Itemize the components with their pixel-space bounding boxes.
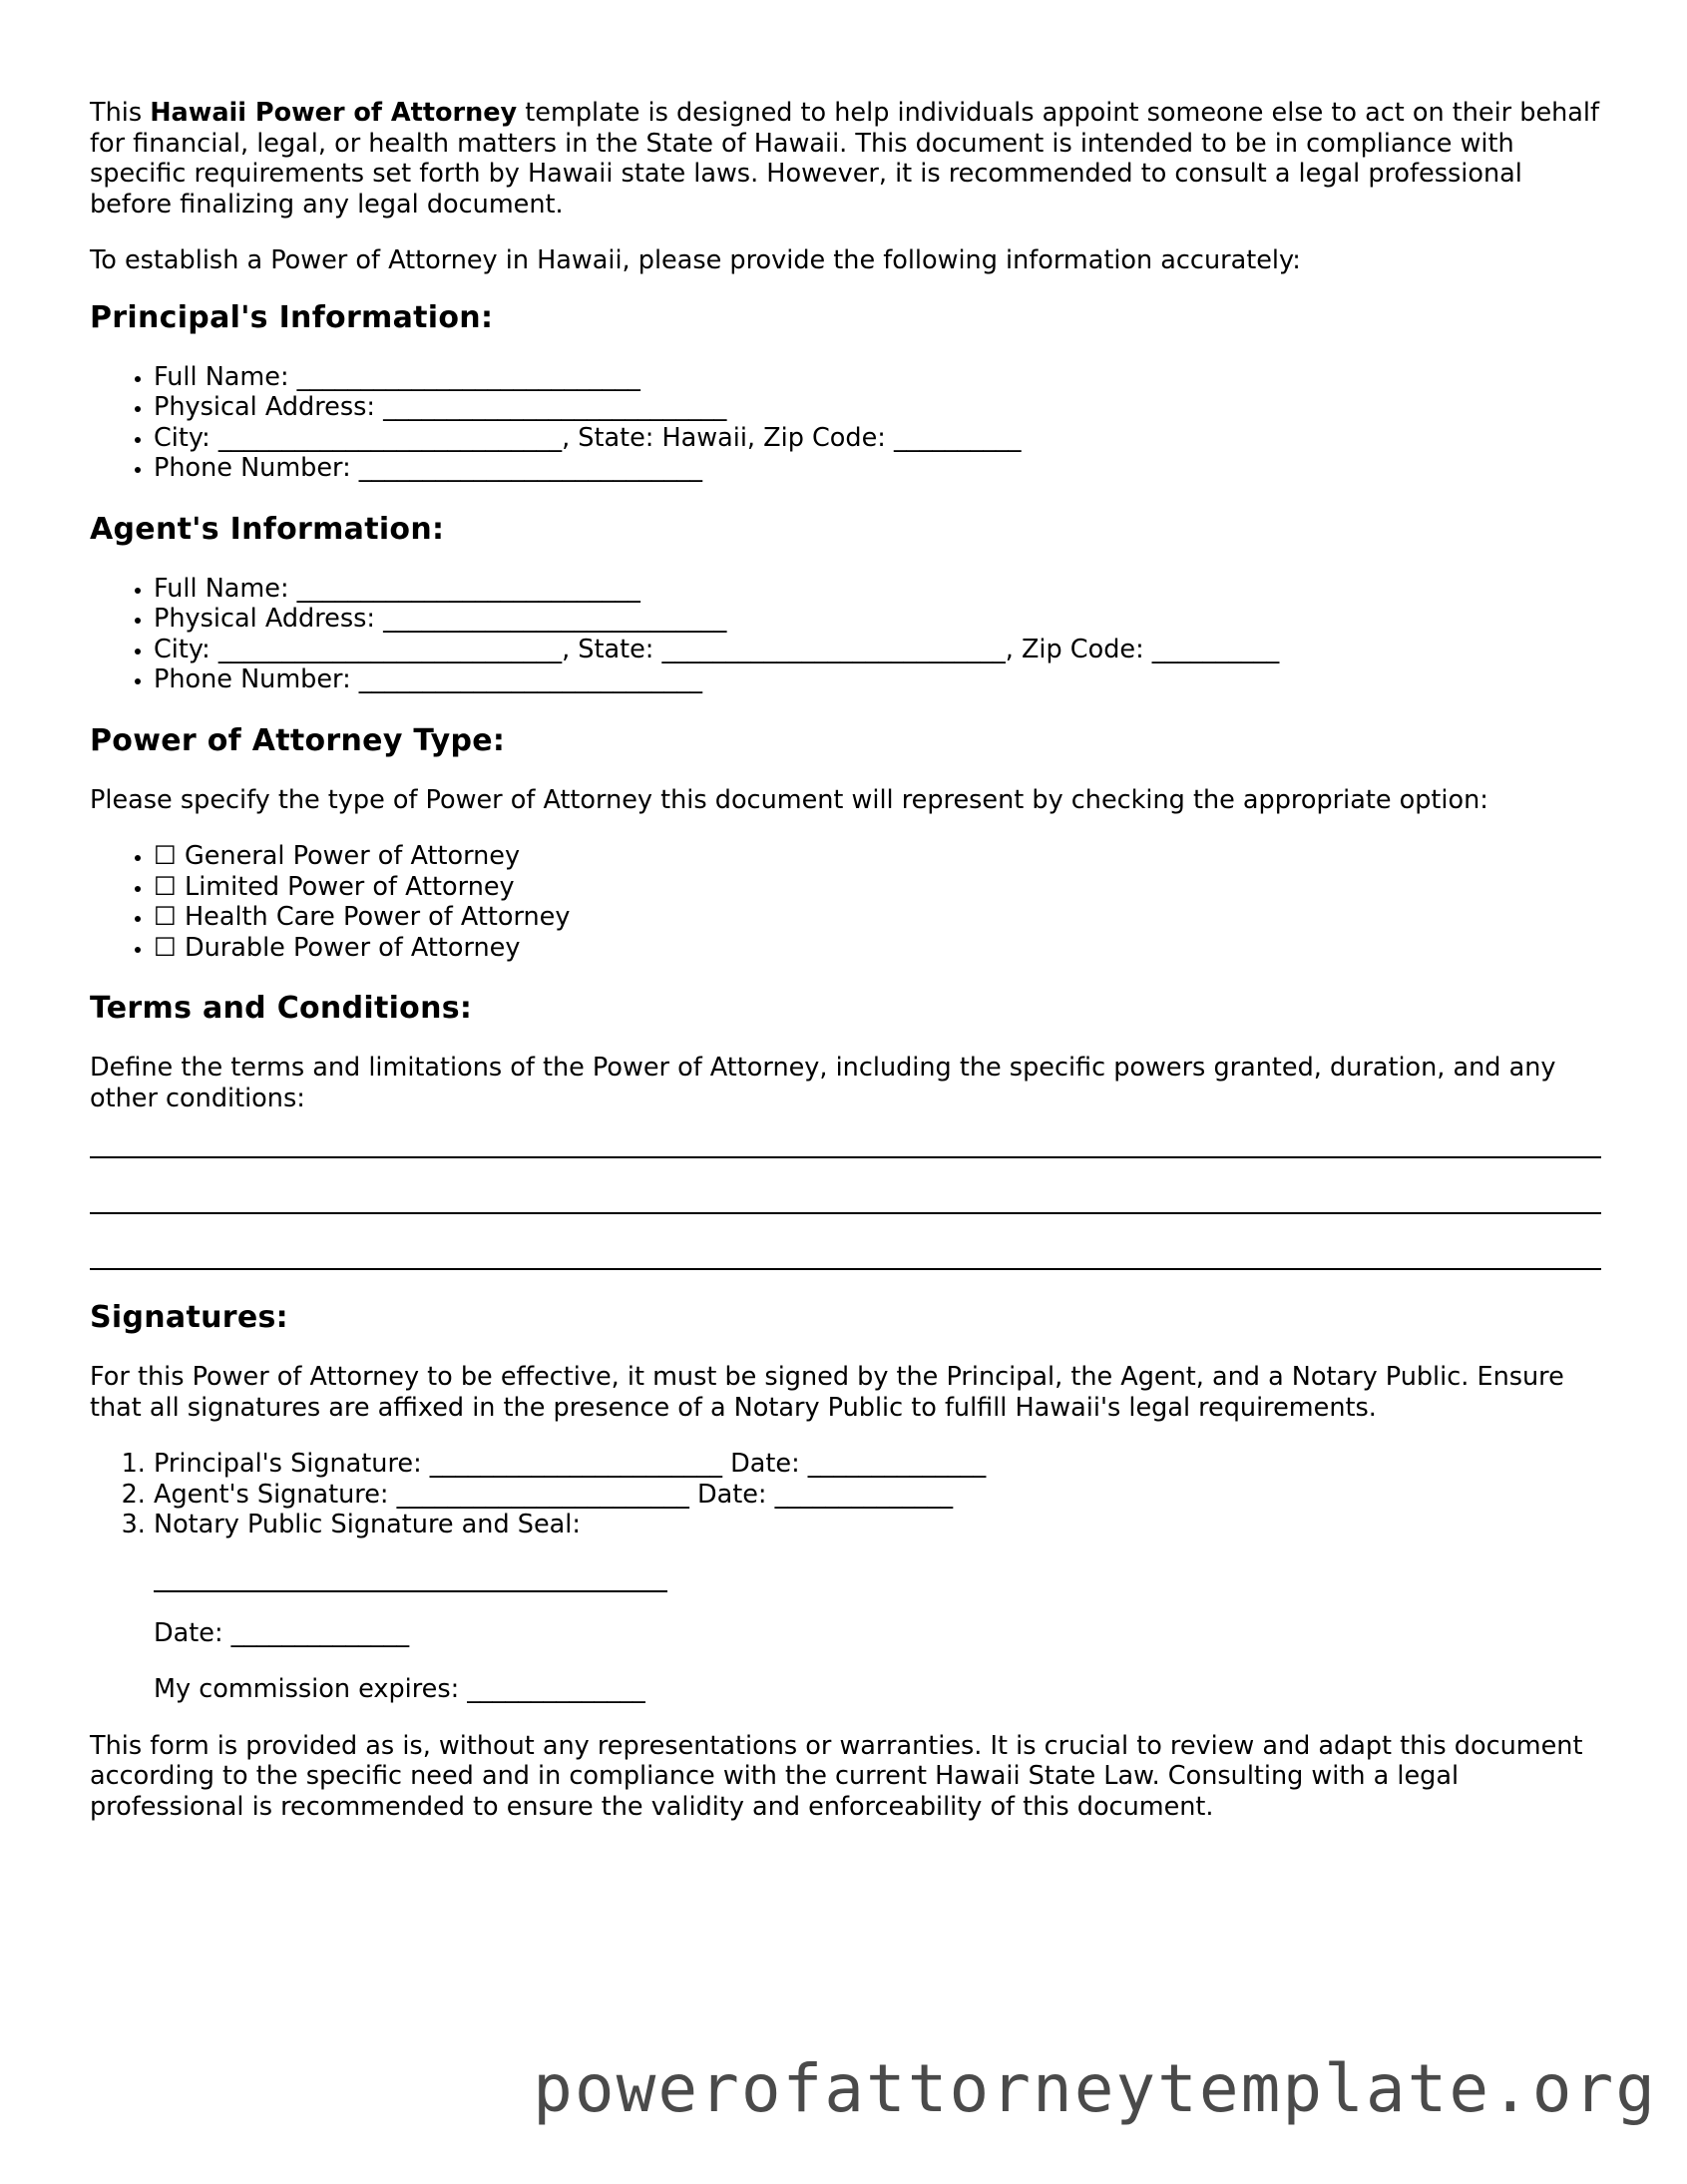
agent-heading: Agent's Information: [90,511,445,547]
checkbox-icon[interactable]: ☐ [154,871,177,902]
option-general[interactable] [154,841,1601,872]
option-health-care[interactable] [154,902,1601,933]
notary-signature-label: 3. Notary Public Signature and Seal: [154,1510,1601,1540]
checkbox-icon[interactable]: ☐ [154,841,177,871]
terms-blank-line-3[interactable] [90,1268,1601,1270]
terms-heading: Terms and Conditions: [90,991,473,1026]
option-durable-label: Durable Power of Attorney [184,932,521,963]
intro-text-pre: This [90,98,151,128]
poa-type-options [90,841,1601,963]
option-general-label: General Power of Attorney [184,841,521,871]
agent-fields [90,574,1601,695]
notary-signature-line[interactable] [154,1590,667,1592]
terms-instruction: Define the terms and limitations of the Power of Attorney, including the specific powers granted, duration, and any other conditions: [90,1053,1556,1113]
agent-signature[interactable]: 2. Agent's Signature: _______________________ Date: ______________ [154,1480,1601,1511]
checkbox-icon[interactable]: ☐ [154,932,177,963]
terms-blank-line-2[interactable] [90,1212,1601,1214]
poa-type-heading: Power of Attorney Type: [90,722,506,758]
intro-text-post: template is designed to help individuals appoint someone else to act on their behalf for financial, legal, or health matters in the State of Hawaii. This document is intended to be in compliance with specific requirements set forth by Hawaii state laws. However, it is recommended to consult a legal professional before finalizing any legal document. [90,98,1599,219]
option-health-care-label: Health Care Power of Attorney [184,902,571,932]
notary-commission-expires[interactable]: My commission expires: ______________ [154,1674,645,1704]
signature-list [90,1449,1601,1540]
option-durable[interactable] [154,933,1601,964]
signatures-instruction: For this Power of Attorney to be effective, it must be signed by the Principal, the Agent, and a Notary Public. Ensure that all signatures are affixed in the presence of a Notary Public to fulfill Hawaii's legal requirements. [90,1362,1564,1423]
principal-city-state-zip[interactable]: • City: ___________________________, State: Hawaii, Zip Code: __________ [154,423,1601,454]
principal-address[interactable]: • Physical Address: ___________________________ [154,392,1601,423]
agent-full-name[interactable]: • Full Name: ___________________________ [154,574,1601,605]
intro-bold-title: Hawaii Power of Attorney [150,98,518,128]
principal-phone[interactable]: • Phone Number: ___________________________ [154,453,1601,484]
watermark-text: powerofattorneytemplate.org [533,2050,1657,2127]
principal-fields [90,362,1601,484]
terms-blank-line-1[interactable] [90,1156,1601,1158]
principal-full-name[interactable]: • Full Name: ___________________________ [154,362,1601,393]
checkbox-icon[interactable]: ☐ [154,902,177,932]
principal-heading: Principal's Information: [90,299,494,335]
signatures-heading: Signatures: [90,1300,288,1335]
establish-instruction: To establish a Power of Attorney in Hawaii, please provide the following information accurately: [90,245,1301,275]
agent-phone[interactable]: • Phone Number: ___________________________ [154,664,1601,695]
poa-type-instruction: Please specify the type of Power of Attorney this document will represent by checking the appropriate option: [90,784,1488,815]
disclaimer: This form is provided as is, without any representations or warranties. It is crucial to review and adapt this document according to the specific need and in compliance with the current Hawaii State Law. Consulting with a legal professional is recommended to ensure the validity and enforceability of this document. [90,1730,1583,1822]
option-limited[interactable] [154,872,1601,903]
document [90,98,1601,1822]
notary-date[interactable]: Date: ______________ [154,1617,410,1648]
intro-paragraph [90,98,1601,219]
agent-city-state-zip[interactable]: • City: ___________________________, State: ___________________________, Zip Code: __________ [154,635,1601,665]
principal-signature[interactable]: 1. Principal's Signature: _______________________ Date: ______________ [154,1449,1601,1480]
agent-address[interactable]: • Physical Address: ___________________________ [154,604,1601,635]
option-limited-label: Limited Power of Attorney [184,871,515,902]
